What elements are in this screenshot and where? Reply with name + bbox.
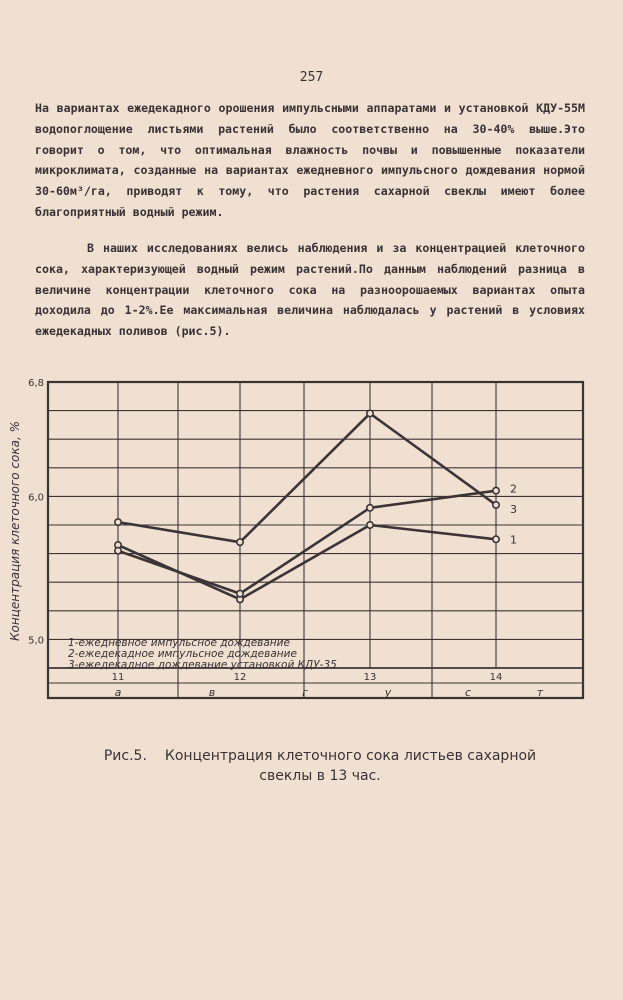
series-line-2 bbox=[118, 491, 496, 594]
series-line-1 bbox=[118, 525, 496, 599]
x-tick-label: 12 bbox=[233, 672, 247, 683]
data-point bbox=[493, 502, 499, 508]
caption-line-1 bbox=[60, 746, 580, 766]
page-number: 257 bbox=[299, 70, 324, 85]
data-point bbox=[367, 410, 373, 416]
data-point bbox=[493, 487, 499, 493]
x-tick-label: 11 bbox=[111, 672, 125, 683]
series-label-2: 2 bbox=[510, 482, 517, 496]
month-letter: с bbox=[464, 686, 472, 699]
x-tick-label: 13 bbox=[363, 672, 377, 683]
data-point bbox=[367, 522, 373, 528]
month-letter: т bbox=[536, 686, 544, 699]
x-tick-label: 14 bbox=[489, 672, 503, 683]
data-point bbox=[367, 505, 373, 511]
series-label-3: 3 bbox=[510, 502, 517, 516]
caption-line-2: свеклы в 13 час. bbox=[259, 768, 381, 784]
legend-entry: 3-ежедекадное дождевание установкой КДУ-35 bbox=[68, 659, 337, 671]
data-point bbox=[493, 536, 499, 542]
y-tick-label: 6,0 bbox=[28, 492, 44, 504]
figure-caption bbox=[60, 746, 580, 786]
month-letter: г bbox=[302, 686, 308, 699]
legend-entry: 2-ежедекадное импульсное дождевание bbox=[68, 648, 297, 660]
caption-label: Рис.5. bbox=[103, 748, 147, 764]
legend-entry: 1-ежедневное импульсное дождевание bbox=[68, 637, 290, 649]
data-point bbox=[115, 519, 121, 525]
y-axis-label: Концентрация клеточного сока, % bbox=[8, 420, 22, 642]
figure-5-chart bbox=[0, 370, 623, 740]
y-tick-label: 5,0 bbox=[28, 635, 44, 647]
month-letter: а bbox=[114, 686, 122, 699]
data-point bbox=[237, 590, 243, 596]
data-point bbox=[115, 548, 121, 554]
data-point bbox=[237, 539, 243, 545]
series-line-3 bbox=[118, 413, 496, 542]
month-letter: в bbox=[208, 686, 216, 699]
y-tick-label: 6,8 bbox=[28, 378, 44, 389]
series-label-1: 1 bbox=[510, 533, 517, 547]
caption-text-1: Концентрация клеточного сока листьев сахарной bbox=[164, 748, 537, 764]
chart-labels bbox=[8, 378, 544, 699]
paragraph-1: На вариантах ежедекадного орошения импульсными аппаратами и установкой КДУ-55М водопоглощение листьями растений было соответственно на 30-40% выше.Это говорит о том, что оптимальная влажность почвы и повышенные показатели микроклимата, созданные на вариантах ежедневного импульсного дождевания нормой 30-60м³/га, приводят к тому, что растения сахарной свеклы имеют более благоприятный водный режим. bbox=[35, 101, 585, 219]
month-letter: у bbox=[384, 686, 392, 699]
paragraph-2: В наших исследованиях велись наблюдения и за концентрацией клеточного сока, характеризующей водный режим растений.По данным наблюдений разница в величине концентрации клеточного сока на разноорошаемых вариантах опыта доходила до 1-2%.Ее максимальная величина наблюдалась у растений в условиях ежедекадных поливов (рис.5). bbox=[35, 241, 585, 339]
